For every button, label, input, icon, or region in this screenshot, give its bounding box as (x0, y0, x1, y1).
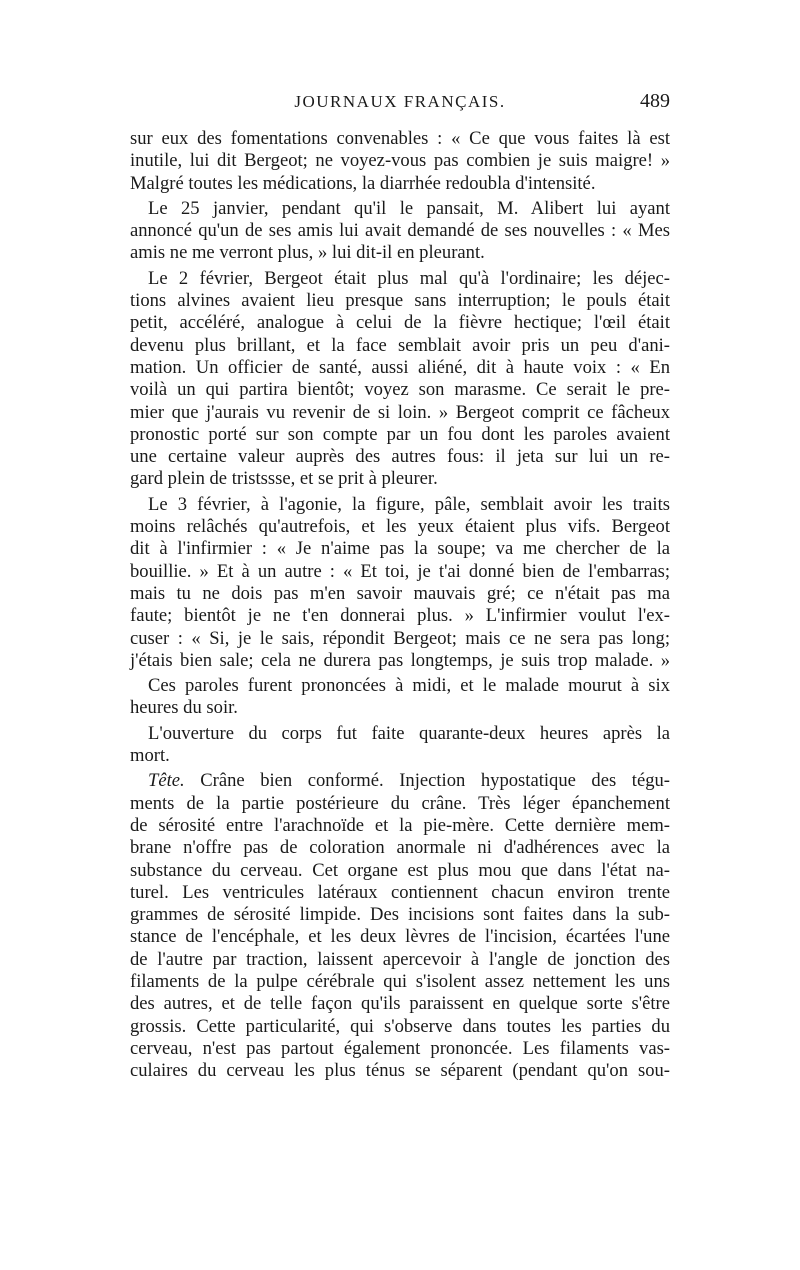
text-line: turel. Les ventricules latéraux contiennent chacun environ trente (130, 881, 670, 903)
text-line: mier que j'aurais vu revenir de si loin. » Bergeot comprit ce fâcheux (130, 401, 670, 423)
running-title: JOURNAUX FRANÇAIS. (294, 92, 506, 111)
text-line: Ces paroles furent prononcées à midi, et le malade mourut à six (148, 675, 670, 697)
text-line: moins relâchés qu'autrefois, et les yeux étaient plus vifs. Bergeot (130, 516, 670, 538)
text-line: cerveau, n'est pas partout également prononcée. Les filaments vas- (130, 1037, 670, 1059)
text-line: filaments de la pulpe cérébrale qui s'isolent assez nettement les uns (130, 970, 670, 992)
text-line-rest: Crâne bien conformé. Injection hypostatique des tégu- (200, 770, 670, 792)
text-line: tions alvines avaient lieu presque sans interruption; le pouls était (130, 290, 670, 312)
text-line: une certaine valeur auprès des autres fous: il jeta sur lui un re- (130, 446, 670, 468)
text-line: bouillie. » Et à un autre : « Et toi, je t'ai donné bien de l'embarras; (130, 560, 670, 582)
text-line: mation. Un officier de santé, aussi aliéné, dit à haute voix : « En (130, 356, 670, 378)
text-line: gard plein de tristssse, et se prit à pleurer. (130, 468, 438, 490)
text-line: Malgré toutes les médications, la diarrhée redoubla d'intensité. (130, 172, 596, 194)
text-line: grossis. Cette particularité, qui s'observe dans toutes les parties du (130, 1015, 670, 1037)
text-line: Le 25 janvier, pendant qu'il le pansait, M. Alibert lui ayant (148, 197, 670, 219)
text-line: j'étais bien sale; cela ne durera pas longtemps, je suis trop malade. » (130, 649, 670, 671)
text-line: culaires du cerveau les plus ténus se séparent (pendant qu'on sou- (130, 1060, 670, 1082)
section-lead-tete: Tête. (148, 770, 185, 792)
text-line-tete (130, 770, 670, 792)
text-line: brane n'offre pas de coloration anormale ni d'adhérences avec la (130, 837, 670, 859)
text-line: grammes de sérosité limpide. Des incisions sont faites dans la sub- (130, 904, 670, 926)
text-line: sur eux des fomentations convenables : « Ce que vous faites là est (130, 128, 670, 149)
text-line: L'ouverture du corps fut faite quarante-deux heures après la (148, 722, 670, 744)
text-line: Le 2 février, Bergeot était plus mal qu'à l'ordinaire; les déjec- (148, 267, 670, 289)
text-line: amis ne me verront plus, » lui dit-il en pleurant. (130, 242, 485, 264)
text-line: de sérosité entre l'arachnoïde et la pie-mère. Cette dernière mem- (130, 814, 670, 836)
text-line: dit à l'infirmier : « Je n'aime pas la soupe; va me chercher de la (130, 538, 670, 560)
text-line: de l'autre par traction, laissent apercevoir à l'angle de jonction des (130, 948, 670, 970)
text-line: Le 3 février, à l'agonie, la figure, pâle, semblait avoir les traits (148, 493, 670, 515)
text-line: ments de la partie postérieure du crâne. Très léger épanchement (130, 792, 670, 814)
text-line: des autres, et de telle façon qu'ils paraissent en quelque sorte s'être (130, 993, 670, 1015)
text-line: devenu plus brillant, et la face semblait avoir pris un peu d'ani- (130, 334, 670, 356)
text-line: annoncé qu'un de ses amis lui avait demandé de ses nouvelles : « Mes (130, 220, 670, 242)
running-head (130, 92, 670, 116)
text-line: substance du cerveau. Cet organe est plus mou que dans l'état na- (130, 859, 670, 881)
text-line: stance de l'encéphale, et les deux lèvres de l'incision, écartées l'une (130, 926, 670, 948)
text-line: inutile, lui dit Bergeot; ne voyez-vous pas combien je suis maigre! » (130, 150, 670, 172)
text-line: pronostic porté sur son compte par un fou dont les paroles avaient (130, 423, 670, 445)
text-line: heures du soir. (130, 697, 238, 719)
text-line: cuser : « Si, je le sais, répondit Bergeot; mais ce ne sera pas long; (130, 627, 670, 649)
text-line: faute; bientôt je ne t'en donnerai plus. » L'infirmier voulut l'ex- (130, 605, 670, 627)
text-line: mort. (130, 745, 170, 767)
text-line: petit, accéléré, analogue à celui de la fièvre hectique; l'œil était (130, 312, 670, 334)
page-number: 489 (640, 90, 670, 112)
text-line: mais tu ne dois pas m'en savoir mauvais gré; ce n'était pas ma (130, 582, 670, 604)
body-text (130, 128, 670, 1082)
text-line: voilà un qui partira bientôt; voyez son marasme. Ce serait le pre- (130, 379, 670, 401)
